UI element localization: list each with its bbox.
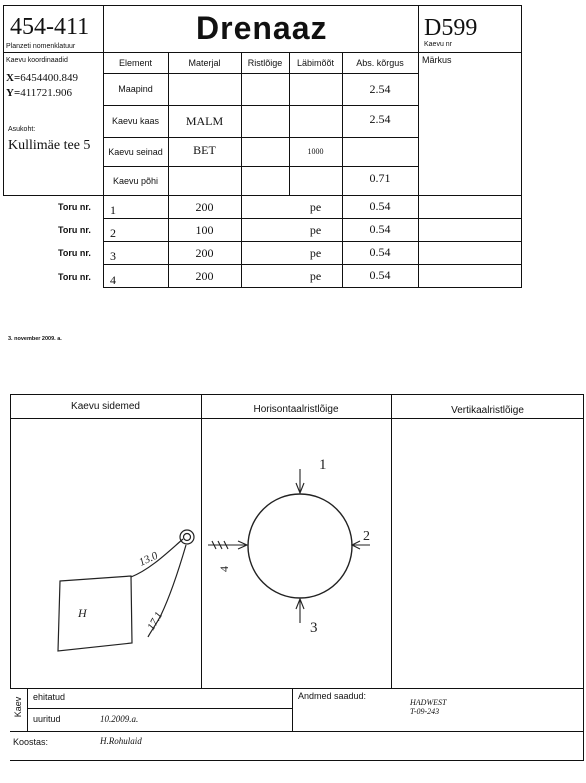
row-element: Kaevu kaas [111,116,160,126]
row-height: 2.54 [369,81,391,96]
col-vertical-section: Vertikaalristlõige [451,404,524,416]
data-from-value: HADWEST [410,698,447,707]
distance-17: 17.1 [145,609,166,633]
coord-x-value: 6454400.849 [20,72,78,84]
horizontal-section-sketch [202,419,391,689]
pipe-label: Toru nr. [58,248,91,258]
row-diameter: 1000 [307,147,324,156]
sheet-code: 454-411 [10,14,90,40]
coord-y-label: Y= [6,87,21,99]
inspected-label: uuritud [33,714,61,724]
house-label: H [78,606,87,620]
coord-x-label: X= [6,72,21,84]
pipe-1-label: 1 [319,457,327,473]
data-from-code: T-09-243 [410,707,440,716]
pipe-size: 200 [195,245,214,260]
pipe-nr: 3 [110,249,116,263]
pipe-nr: 4 [110,273,116,287]
pipe-nr: 1 [110,203,116,217]
pipe-type: pe [309,268,322,283]
col-well-connections: Kaevu sidemed [71,400,140,412]
row-element: Kaevu põhi [112,175,159,186]
row-element: Maapind [118,84,153,94]
pipe-label: Toru nr. [58,272,91,282]
coord-y [6,87,72,99]
row-height: 2.54 [369,111,391,126]
pipe-height: 0.54 [369,244,391,259]
pipe-type: pe [309,245,322,260]
pipe-3-label: 3 [310,620,318,636]
header-diameter: Läbimõõt [296,57,335,68]
pipe-height: 0.54 [369,221,391,236]
header-material: Materjal [188,57,221,68]
address: Kullimäe tee 5 [8,138,91,153]
coord-y-value: 411721.906 [20,87,73,99]
built-label: ehitatud [33,692,66,702]
row-height: 0.71 [369,170,391,185]
pipe-nr: 2 [110,226,116,240]
row-element: Kaevu seinad [108,146,163,157]
sheet-caption: Planzeti nomenklatuur [6,43,76,50]
address-caption: Asukoht: [8,126,36,133]
pipe-size: 100 [195,222,214,237]
header-section: Ristlõige [247,57,283,68]
row-material: BET [193,142,216,157]
connections-sketch [11,419,201,689]
inspected-value: 10.2009.a. [100,714,139,724]
pipe-label: Toru nr. [58,202,91,212]
pipe-size: 200 [195,199,214,214]
coord-x [6,72,78,84]
pipe-type: pe [309,222,322,237]
data-from-label: Andmed saadud: [298,691,367,701]
header-element: Element [118,57,153,68]
kaev-label: Kaev [13,696,23,718]
pipe-4-label: 4 [217,566,231,572]
date-line: 3. november 2009. a. [8,336,62,342]
header-height: Abs. kõrgus [356,57,404,68]
coords-caption: Kaevu koordinaadid [6,57,68,64]
pipe-height: 0.54 [369,198,391,213]
well-number: D599 [424,15,478,41]
compiled-label: Koostas: [13,737,49,747]
well-caption: Kaevu nr [424,41,453,48]
pipe-type: pe [309,199,322,214]
distance-13: 13.0 [137,549,160,569]
row-material: MALM [185,113,224,128]
pipe-height: 0.54 [369,267,391,282]
pipe-label: Toru nr. [58,225,91,235]
header-remarks: Märkus [422,55,452,65]
form-title: Drenaaz [196,10,328,46]
col-horizontal-section: Horisontaalristlõige [253,403,339,415]
compiled-value: H.Rohulaid [100,736,142,746]
pipe-size: 200 [195,268,214,283]
pipe-2-label: 2 [363,529,370,544]
